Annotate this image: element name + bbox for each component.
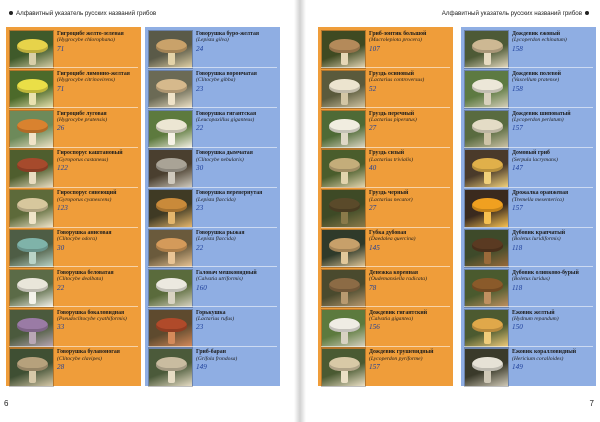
entry-divider [148, 346, 277, 347]
brown-mushroom-icon [321, 269, 366, 308]
mushroom-name-ru: Дождевик грушевидный [369, 349, 434, 356]
page-reference[interactable]: 160 [196, 283, 207, 292]
page-reference[interactable]: 22 [57, 283, 65, 292]
page-reference[interactable]: 157 [512, 204, 523, 212]
index-entry [461, 147, 596, 191]
mushroom-name-latin: (Lepista gilva) [196, 37, 229, 44]
page-reference[interactable]: 78 [369, 283, 377, 292]
mushroom-name-latin: (Daedalea quercina) [369, 236, 416, 243]
index-entry [6, 307, 141, 351]
page-reference[interactable]: 40 [369, 164, 377, 173]
mushroom-name-ru: Горькушка [196, 309, 226, 316]
mushroom-name-latin: (Tremella mesenterica) [512, 196, 564, 203]
entry-divider [464, 306, 593, 307]
index-entry [145, 187, 280, 231]
entry-divider [148, 147, 277, 148]
index-column-1 [6, 27, 141, 386]
index-column-4 [461, 27, 596, 386]
orange-mushroom-icon [9, 110, 54, 149]
index-entry [318, 346, 453, 390]
page-reference[interactable]: 71 [57, 44, 65, 53]
mushroom-name-ru: Говорушка гигантская [196, 110, 257, 117]
mushroom-name-ru: Гриб-баран [196, 349, 226, 356]
mushroom-name-latin: (Lycoperdon pyriforme) [369, 355, 423, 362]
mushroom-name-latin: (Lycoperdon echinatum) [512, 37, 567, 44]
white-mushroom-icon [321, 110, 366, 149]
mushroom-name-ru: Говорушка перевернутая [196, 190, 263, 197]
mushroom-name-latin: (Boletus luridus) [512, 276, 550, 283]
mushroom-name-latin: (Lactarius controversus) [369, 77, 425, 84]
mushroom-name-latin: (Serpula lacrymans) [512, 156, 558, 163]
mushroom-name-latin: (Clitocybe clavipes) [57, 355, 102, 362]
mushroom-name-latin: (Vascellum pratense) [512, 77, 560, 84]
page-reference[interactable]: 118 [512, 283, 523, 292]
mushroom-name-ru: Говорушка рыжая [196, 230, 245, 236]
index-entry [318, 108, 453, 152]
entry-divider [9, 266, 138, 267]
mushroom-name-ru: Гигроцибе луговая [57, 110, 107, 117]
puffball-icon [321, 309, 366, 348]
white-mushroom-icon [321, 70, 366, 109]
orange-mushroom-icon [148, 189, 193, 228]
mushroom-name-latin: (Macrolepiota procera) [369, 37, 422, 44]
entry-divider [148, 306, 277, 307]
entry-divider [321, 306, 450, 307]
tan-mushroom-icon [321, 149, 366, 188]
mushroom-name-latin: (Gyroporus cyanescens) [57, 196, 112, 203]
entry-divider [321, 227, 450, 228]
entry-divider [9, 147, 138, 148]
mushroom-name-ru: Галовач мешковидный [196, 269, 257, 276]
mushroom-name-ru: Денежка коренная [369, 269, 419, 276]
mushroom-name-ru: Ежовик желтый [512, 309, 555, 316]
mushroom-name-latin: (Lactarius rufus) [196, 316, 235, 322]
mushroom-name-ru: Дубовик оливково-бурый [512, 269, 579, 276]
page-reference[interactable]: 145 [369, 243, 380, 252]
mushroom-name-ru: Груздь перечный [369, 110, 415, 117]
index-entry [461, 28, 596, 72]
page-reference[interactable]: 158 [512, 84, 523, 93]
mushroom-name-ru: Гироспорус каштановый [57, 150, 123, 157]
page-reference[interactable]: 27 [369, 204, 377, 212]
index-column-3 [318, 27, 453, 386]
page-reference[interactable]: 23 [196, 84, 204, 93]
mushroom-name-ru: Груздь черный [369, 190, 409, 197]
yellow-mushroom-icon [464, 309, 509, 348]
yellow-mushroom-icon [9, 70, 54, 109]
index-entry [461, 108, 596, 152]
page-number-left: 6 [4, 399, 9, 408]
entry-divider [9, 67, 138, 68]
page-reference[interactable]: 147 [512, 164, 523, 173]
mushroom-name-ru: Говорушка булавоногая [57, 349, 120, 356]
puffball-icon [464, 30, 509, 69]
mushroom-name-ru: Говорушка буро-желтая [196, 31, 259, 37]
index-column-2 [145, 27, 280, 386]
mushroom-name-latin: (Lycoperdon perlatum) [512, 117, 564, 123]
cluster-mushroom-icon [148, 348, 193, 387]
mushroom-name-latin: (Pseudoclitocybe cyathiformis) [57, 316, 127, 322]
index-entry [461, 187, 596, 231]
right-page [300, 0, 600, 422]
page-reference[interactable]: 28 [57, 363, 65, 372]
yellow-mushroom-icon [9, 30, 54, 69]
entry-divider [321, 67, 450, 68]
tan-mushroom-icon [148, 70, 193, 109]
entry-divider [9, 187, 138, 188]
running-head-left [6, 10, 156, 17]
index-entry [318, 68, 453, 112]
mushroom-name-ru: Гигроцибе желто-зеленая [57, 31, 124, 37]
index-entry [318, 267, 453, 311]
page-reference[interactable]: 156 [369, 323, 380, 332]
index-entry [145, 147, 280, 191]
page-reference[interactable]: 33 [57, 323, 65, 332]
puffball-icon [321, 348, 366, 387]
page-reference[interactable]: 157 [369, 363, 380, 372]
index-entry [145, 28, 280, 72]
page-reference[interactable]: 26 [57, 124, 65, 133]
mushroom-name-latin: (Clitocybe dealbata) [57, 276, 104, 283]
mushroom-name-ru: Гигроцибе лимонно-желтая [57, 70, 130, 77]
orange-jelly-fungus-icon [464, 189, 509, 228]
page-reference[interactable]: 149 [196, 363, 207, 372]
brown-bolete-icon [9, 149, 54, 188]
puffball-icon [464, 110, 509, 149]
entry-divider [148, 227, 277, 228]
entry-divider [464, 67, 593, 68]
index-entry [145, 68, 280, 112]
entry-divider [148, 187, 277, 188]
page-reference[interactable]: 23 [196, 204, 204, 212]
dark-mushroom-icon [321, 189, 366, 228]
mushroom-name-ru: Говорушка ворончатая [196, 70, 257, 77]
mushroom-name-ru: Гриб-зонтик большой [369, 31, 427, 37]
index-entry [145, 267, 280, 311]
page-number-right: 7 [589, 399, 594, 408]
entry-divider [321, 147, 450, 148]
mushroom-name-latin: (Grifola frondosa) [196, 355, 238, 362]
mushroom-name-ru: Дождевик гигантский [369, 309, 428, 316]
book-gutter [294, 0, 306, 422]
mushroom-name-latin: (Lactarius trivialis) [369, 156, 413, 163]
entry-divider [321, 187, 450, 188]
index-entry [6, 68, 141, 112]
index-entry [6, 187, 141, 231]
running-head-title: Алфавитный указатель русских названий грибов [16, 10, 157, 17]
mushroom-name-latin: (Lactarius piperatus) [369, 117, 417, 123]
red-brown-mushroom-icon [148, 309, 193, 348]
page-reference[interactable]: 107 [369, 44, 380, 53]
mushroom-name-ru: Говорушка анисовая [57, 230, 112, 236]
entry-divider [321, 266, 450, 267]
index-entry [145, 346, 280, 390]
page-reference[interactable]: 30 [57, 243, 65, 252]
page-reference[interactable]: 23 [196, 323, 204, 332]
index-entry [461, 227, 596, 271]
index-entry [6, 227, 141, 271]
index-entry [461, 346, 596, 390]
mushroom-name-latin: (Clitocybe gibba) [196, 77, 236, 84]
entry-divider [464, 227, 593, 228]
entry-divider [464, 266, 593, 267]
index-entry [6, 28, 141, 72]
mushroom-name-ru: Говорушка беловатая [57, 269, 114, 276]
entry-divider [464, 147, 593, 148]
entry-divider [321, 346, 450, 347]
white-mushroom-icon [148, 110, 193, 149]
page-reference[interactable]: 27 [369, 124, 377, 133]
index-entry [318, 28, 453, 72]
mushroom-name-ru: Груздь сизый [369, 150, 405, 157]
entry-divider [464, 187, 593, 188]
mushroom-name-ru: Дождевик полевой [512, 70, 562, 77]
orange-mushroom-icon [148, 229, 193, 268]
mushroom-name-latin: (Lactarius necator) [369, 196, 413, 203]
index-entry [6, 267, 141, 311]
page-reference[interactable]: 122 [57, 164, 68, 173]
entry-divider [9, 107, 138, 108]
pale-bolete-icon [9, 189, 54, 228]
bullet-icon [9, 11, 13, 15]
index-entry [145, 227, 280, 271]
mushroom-name-ru: Говорушка бокаловидная [57, 309, 125, 316]
mushroom-name-latin: (Hydnum repandum) [512, 316, 559, 322]
dark-bolete-icon [464, 229, 509, 268]
mushroom-name-latin: (Hygrocybe citrinovirens) [57, 77, 115, 84]
index-entry [318, 227, 453, 271]
entry-divider [321, 107, 450, 108]
mushroom-name-latin: (Lepista flaccida) [196, 196, 236, 203]
index-entry [6, 108, 141, 152]
entry-divider [148, 107, 277, 108]
index-entry [6, 346, 141, 390]
coral-fungus-icon [464, 348, 509, 387]
entry-divider [148, 67, 277, 68]
mushroom-name-ru: Гироспорус синеющий [57, 190, 117, 197]
page-reference[interactable]: 158 [512, 44, 523, 53]
purple-mushroom-icon [9, 309, 54, 348]
mushroom-name-latin: (Gyroporus castaneus) [57, 156, 109, 163]
yellow-fungus-icon [464, 149, 509, 188]
page-reference[interactable]: 157 [512, 124, 523, 133]
page-reference[interactable]: 22 [196, 124, 204, 133]
mushroom-name-ru: Домовый гриб [512, 150, 550, 157]
mushroom-name-latin: (Oudemansiella radicata) [369, 276, 427, 283]
index-entry [461, 307, 596, 351]
mushroom-name-latin: (Clitocybe nebularis) [196, 156, 244, 163]
page-reference[interactable]: 22 [196, 243, 204, 252]
parasol-mushroom-icon [321, 30, 366, 69]
entry-divider [9, 227, 138, 228]
mushroom-name-ru: Губка дубовая [369, 230, 407, 236]
brown-bolete-icon [464, 269, 509, 308]
puffball-icon [148, 269, 193, 308]
teal-mushroom-icon [9, 229, 54, 268]
puffball-icon [464, 70, 509, 109]
mushroom-name-latin: (Boletus luridiformis) [512, 236, 561, 243]
page-reference[interactable]: 150 [512, 323, 523, 332]
entry-divider [464, 107, 593, 108]
mushroom-name-latin: (Hygrocybe pratensis) [57, 117, 107, 123]
grey-mushroom-icon [9, 348, 54, 387]
entry-divider [148, 266, 277, 267]
page-reference[interactable]: 52 [369, 84, 377, 93]
page-reference[interactable]: 149 [512, 363, 523, 372]
mushroom-name-latin: (Calvatia utriformis) [196, 276, 243, 283]
page-reference[interactable]: 123 [57, 204, 68, 212]
bracket-fungus-icon [321, 229, 366, 268]
index-entry [318, 307, 453, 351]
index-entry [6, 147, 141, 191]
entry-divider [464, 346, 593, 347]
running-head-right [442, 10, 592, 17]
mushroom-name-latin: (Calvatia gigantea) [369, 316, 413, 322]
entry-divider [9, 346, 138, 347]
page-reference[interactable]: 71 [57, 84, 65, 93]
mushroom-name-latin: (Hericium coralloides) [512, 355, 564, 362]
index-entry [318, 187, 453, 231]
index-entry [461, 68, 596, 112]
mushroom-name-latin: (Leucopaxillus giganteus) [196, 117, 255, 123]
mushroom-name-ru: Дрожалка оранжевая [512, 190, 569, 197]
mushroom-name-latin: (Lepista flaccida) [196, 236, 236, 243]
mushroom-name-latin: (Hygrocybe chlorophana) [57, 37, 115, 44]
index-entry [461, 267, 596, 311]
page-reference[interactable]: 30 [196, 164, 204, 173]
running-head-title: Алфавитный указатель русских названий грибов [441, 10, 582, 17]
mushroom-name-ru: Груздь осиновый [369, 70, 414, 77]
index-entry [318, 147, 453, 191]
index-entry [145, 307, 280, 351]
mushroom-name-ru: Дождевик шиповатый [512, 110, 571, 117]
page-reference[interactable]: 24 [196, 44, 204, 53]
mushroom-name-ru: Дождевик ежовый [512, 31, 561, 37]
mushroom-name-ru: Говорушка дымчатая [196, 150, 253, 157]
entry-divider [9, 306, 138, 307]
white-mushroom-icon [9, 269, 54, 308]
mushroom-name-ru: Дубовик крапчатый [512, 230, 566, 236]
index-entry [145, 108, 280, 152]
bullet-icon [585, 11, 589, 15]
mushroom-name-latin: (Clitocybe odora) [57, 236, 97, 243]
grey-mushroom-icon [148, 149, 193, 188]
page-reference[interactable]: 118 [512, 243, 523, 252]
mushroom-name-ru: Ежовик коралловидный [512, 349, 577, 356]
tan-mushroom-icon [148, 30, 193, 69]
